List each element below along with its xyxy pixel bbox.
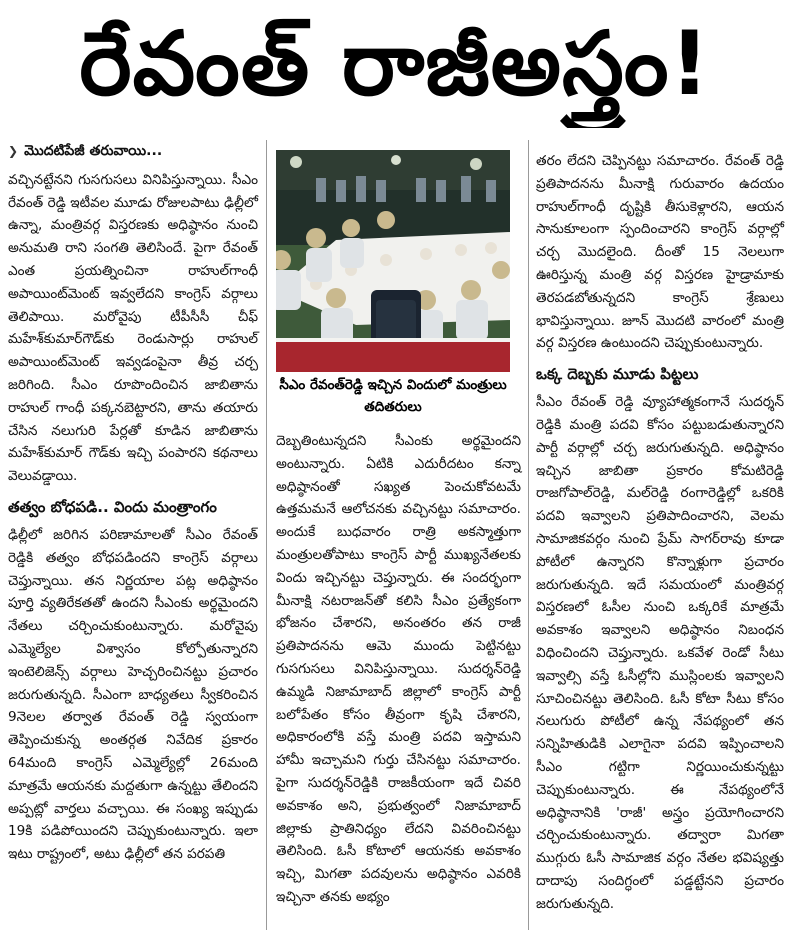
kicker-label: మొదటిపేజీ తరువాయి...	[24, 143, 163, 159]
column-2	[276, 430, 521, 909]
column-1	[8, 140, 258, 866]
col1-subhead: తత్వం బోధపడి.. విందు మంత్రాంగం	[8, 497, 217, 516]
col1-paragraph-2: ఢిల్లీలో జరిగిన పరిణామాలతో సీఎం రేవంత్ రెడ్డికి తత్వం బోధపడిందని కాంగ్రెస్ వర్గాలు చెప్తున్నాయి. తన నిర్ణయాల పట్ల అధిష్ఠానం పూర్తి వ్యతిరేకతతో ఉందని సీఎంకు అర్థమైందని నేతలు చర్చించుకుంటున్నారు. మరోవైపు ఎమ్మెల్యేల విశ్వాసం కోల్పోతున్నారని ఇంటెలిజెన్స్ వర్గాలు హెచ్చరించినట్టు ప్రచారం జరుగుతున్నది. సీఎంగా బాధ్యతలు స్వీకరించిన 9నెలల తర్వాత రేవంత్ రెడ్డి స్వయంగా తెప్పించుకున్న అంతర్గత నివేదిక ప్రకారం 64మంది కాంగ్రెస్ ఎమ్మెల్యేల్లో 26మంది మాత్రమే ఆయనకు మద్దతుగా ఉన్నట్టు తేలిందని అప్పట్లో వార్తలు వచ్చాయి. ఈ సంఖ్య ఇప్పుడు 19కి పడిపోయిందని చెప్పుకుంటున్నారు. ఇలా ఇటు రాష్ట్రంలో, అటు ఢిల్లీలో తన పరపతి	[8, 526, 258, 863]
col3-paragraph-1: తరం లేదని చెప్పినట్టు సమాచారం. రేవంత్ రెడ్డి ప్రతిపాదనను మీనాక్షి గురువారం ఉదయం రాహుల్‌గాంధీ దృష్టికి తీసుకెళ్లారని, ఆయన సానుకూలంగా స్పందించారని కాంగ్రెస్ వర్గాల్లో చర్చ మొదలైంది. దీంతో 15 నెలలుగా ఊరిస్తున్న మంత్రి వర్గ విస్తరణ హైడ్రామాకు తెరపడబోతున్నదని కాంగ్రెస్ శ్రేణులు భావిస్తున్నాయి. జూన్ మొదటి వారంలో మంత్రి వర్గ విస్తరణ ఉంటుందని చెప్పుకుంటున్నారు.	[536, 153, 784, 352]
col2-paragraph-1: దెబ్బతింటున్నదని సీఎంకు అర్థమైందని అంటున్నారు. ఏటికి ఎదురీదటం కన్నా అధిష్ఠానంతో సఖ్యత పెంచుకోవటమే ఉత్తమమనే ఆలోచనకు వచ్చినట్టు సమాచారం. అందుకే బుధవారం రాత్రి అకస్మాత్తుగా మంత్రులతోపాటు కాంగ్రెస్ పార్టీ ముఖ్యనేతలకు విందు ఇచ్చినట్టు చెప్తున్నారు. ఈ సందర్భంగా మీనాక్షి నటరాజన్‌తో కలిసి సీఎం ప్రత్యేకంగా భోజనం చేశారని, అనంతరం తన రాజీ ప్రతిపాదనను ఆమె ముందు పెట్టినట్టు గుసగుసలు వినిపిస్తున్నాయి. సుదర్శన్‌రెడ్డి ఉమ్మడి నిజామాబాద్ జిల్లాలో కాంగ్రెస్ పార్టీ బలోపేతం కోసం తీవ్రంగా కృషి చేశారని, అధికారంలోకి వస్తే మంత్రి పదవి ఇస్తామని హామీ ఇచ్చామని గుర్తు చేసినట్టు సమాచారం. పైగా సుదర్శన్‌రెడ్డికి రాజకీయంగా ఇదే చివరి అవకాశం అని, ప్రభుత్వంలో నిజామాబాద్ జిల్లాకు ప్రాతినిధ్యం లేదని వివరించినట్టు తెలిసింది. ఓసీ కోటాలో ఆయనకు అవకాశం ఇచ్చి, మిగతా పదవులను అధిష్ఠానం ఎవరికి ఇచ్చినా తనకు అభ్యం	[276, 433, 521, 905]
col1-paragraph-1: వచ్చినట్టేనని గుసగుసలు వినిపిస్తున్నాయి. సీఎం రేవంత్ రెడ్డి ఇటీవల మూడు రోజులపాటు ఢిల్లీలో ఉన్నా, మంత్రివర్గ విస్తరణకు అధిష్ఠానం నుంచి అనుమతి రాని సంగతి తెలిసిందే. పైగా రేవంత్ ఎంత ప్రయత్నించినా రాహుల్‌గాంధీ అపాయింట్‌మెంట్ ఇవ్వలేదని కాంగ్రెస్ వర్గాలు తెలిపాయి. మరోవైపు టీపీసీసీ చీఫ్ మహేశ్‌కుమార్‌గౌడ్‌కు రెండుసార్లు రాహుల్ అపాయింట్‌మెంట్ ఇవ్వడంపైనా తీవ్ర చర్చ జరిగింది. సీఎం రూపొందించిన జాబితాను రాహుల్ గాంధీ పక్కనబెట్టారని, తాను తయారు చేసిన నలుగురి పేర్లతో కూడిన జాబితాను మహేశ్‌కుమార్ గౌడ్‌కు ఇచ్చి పంపారని కథనాలు వెలువడ్డాయి.	[8, 171, 258, 485]
kicker	[8, 140, 258, 163]
column-divider	[528, 140, 529, 930]
chevron-right-icon: ❯	[8, 144, 19, 158]
photo-caption: సీఎం రేవంత్‌రెడ్డి ఇచ్చిన విందులో మంత్రులు తదితరులు	[279, 377, 507, 415]
col3-paragraph-2: సీఎం రేవంత్ రెడ్డి వ్యూహాత్మకంగానే సుదర్శన్ రెడ్డికి మంత్రి పదవి కోసం పట్టుబడుతున్నారని పార్టీ వర్గాల్లో చర్చ జరుగుతున్నది. అధిష్ఠానం ఇచ్చిన జాబితా ప్రకారం కోమటిరెడ్డి రాజగోపాల్‌రెడ్డి, మల్‌రెడ్డి రంగారెడ్డిల్లో ఒకరికి పదవి ఇవ్వాలని ప్రతిపాదించారని, వెలమ సామాజికవర్గం నుంచి ప్రేమ్ సాగర్‌రావు కూడా పోటీలో ఉన్నారని కొన్నాళ్లుగా ప్రచారం జరుగుతున్నది. ఇదే సమయంలో మంత్రివర్గ విస్తరణలో ఓసీల నుంచి ఒక్కరికే మాత్రమే అవకాశం ఇవ్వాలని అధిష్ఠానం నిబంధన విధించిందని చెప్తున్నారు. ఒకవేళ రెండో సీటు ఇవ్వాల్సి వస్తే ఓసీల్లోని ముస్లింలకు ఇవ్వాలని సూచించినట్టు తెలిసింది. ఓసీ కోటా సీటు కోసం నలుగురు పోటీలో ఉన్న నేపథ్యంలో తన సన్నిహితుడికి ఎలాగైనా పదవి ఇప్పించాలని సీఎం గట్టిగా నిర్ణయించుకున్నట్టు చెప్పుకుంటున్నారు. ఈ నేపథ్యంలోనే అధిష్ఠానానికి 'రాజీ' అస్త్రం ప్రయోగించారని చర్చించుకుంటున్నారు. తద్వారా మిగతా ముగ్గురు ఓసీ సామాజిక వర్గం నేతల భవిష్యత్తు దాదాపు సందిగ్ధంలో పడ్డట్టేనని ప్రచారం జరుగుతున్నది.	[536, 394, 784, 912]
col3-subhead: ఒక్క దెబ్బకు మూడు పిట్టలు	[536, 365, 699, 384]
dinner-photo-illustration	[276, 150, 510, 372]
column-3	[536, 150, 784, 916]
headline: రేవంత్ రాజీఅస్త్రం!	[79, 12, 711, 115]
column-divider	[266, 140, 267, 930]
dinner-photo	[276, 150, 510, 372]
